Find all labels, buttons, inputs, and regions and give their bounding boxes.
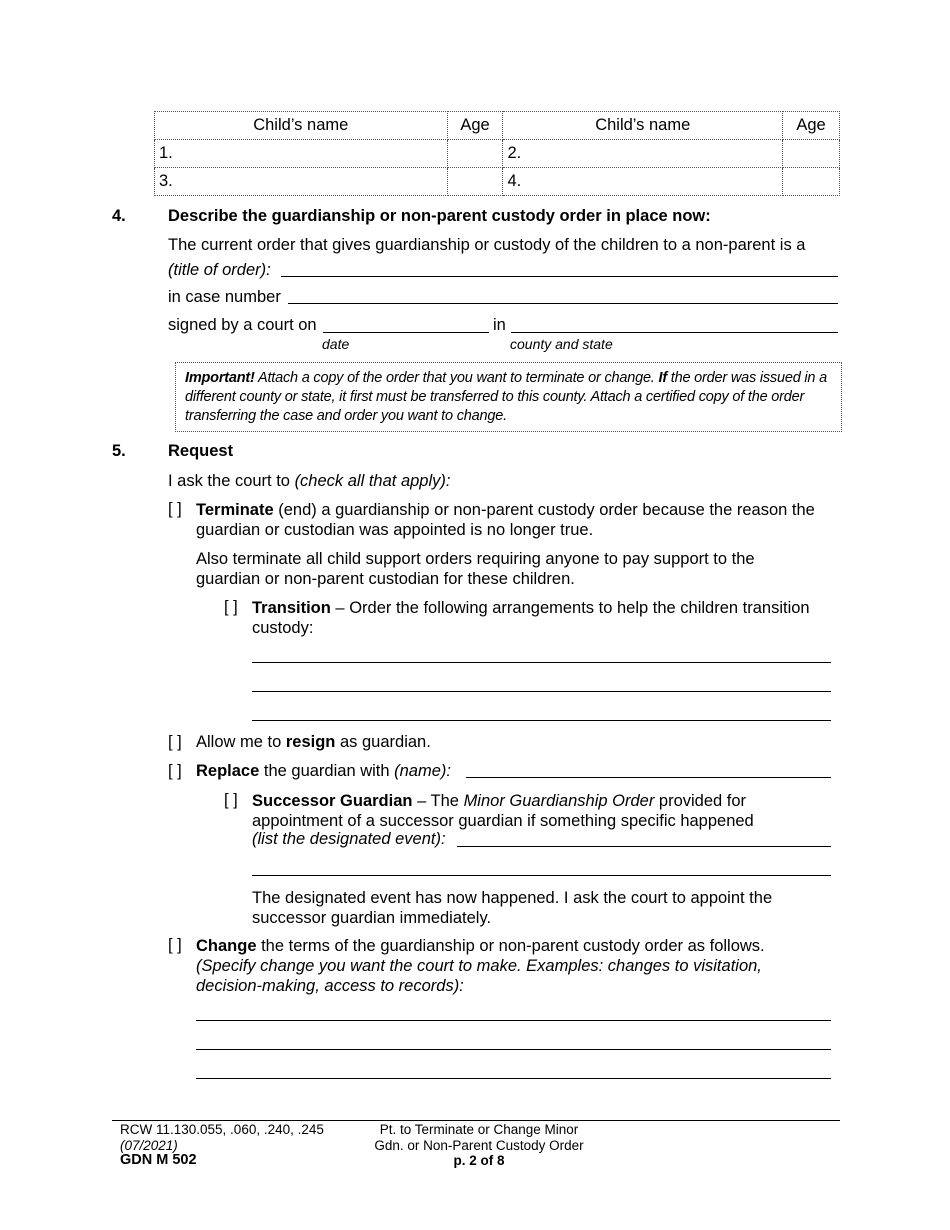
transition-line[interactable] — [252, 691, 831, 692]
child-age-cell[interactable] — [447, 140, 503, 168]
case-number-label: in case number — [168, 288, 281, 306]
footer-left — [120, 1122, 324, 1169]
child-age-cell[interactable] — [447, 168, 503, 196]
children-table — [154, 111, 840, 196]
transition-line[interactable] — [252, 720, 831, 721]
change-label: Change — [196, 937, 257, 955]
footer-page-number: p. 2 of 8 — [453, 1153, 505, 1168]
replace-label: Replace — [196, 762, 260, 780]
signed-date-field[interactable] — [323, 332, 489, 333]
footer-title-1: Pt. to Terminate or Change Minor — [379, 1122, 579, 1137]
footer-form-id: GDN M 502 — [120, 1152, 197, 1168]
resign-option — [196, 733, 431, 752]
resign-label: resign — [285, 733, 336, 751]
in-label: in — [493, 316, 506, 334]
child-name-cell[interactable]: 4. — [503, 168, 783, 196]
resign-text: Allow me to — [196, 733, 286, 751]
county-state-field[interactable] — [511, 332, 838, 333]
section-5-intro — [168, 472, 450, 491]
table-header-row — [155, 112, 840, 140]
section-5-heading: Request — [168, 442, 234, 460]
section-4-intro: The current order that gives guardianship or custody of the children to a non-parent is a — [168, 236, 806, 254]
section-4-number: 4. — [112, 207, 126, 225]
child-age-cell[interactable] — [783, 140, 840, 168]
footer-rcw: RCW 11.130.055, .060, .240, .245 — [120, 1122, 324, 1137]
footer-rule — [112, 1120, 840, 1121]
child-name-cell[interactable]: 2. — [503, 140, 783, 168]
designated-event-text: The designated event has now happened. I ask the court to appoint the successor guardian immediately. — [252, 889, 773, 927]
county-state-caption: county and state — [510, 336, 613, 352]
important-if: If — [658, 370, 667, 386]
replace-text: the guardian with — [259, 762, 395, 780]
terminate-checkbox[interactable]: [ ] — [168, 500, 182, 518]
successor-italic: Minor Guardianship Order — [463, 792, 655, 810]
intro-italic: (check all that apply): — [294, 472, 451, 490]
transition-option — [252, 598, 842, 638]
column-header: Child’s name — [155, 112, 448, 140]
change-instructions: (Specify change you want the court to make. Examples: changes to visitation, decision-making, access to records): — [196, 957, 762, 995]
important-label: Important! — [185, 370, 255, 386]
successor-text: – The — [412, 792, 464, 810]
designated-event-line[interactable] — [252, 875, 831, 876]
replace-option — [196, 762, 451, 781]
change-line[interactable] — [196, 1020, 831, 1021]
transition-checkbox[interactable]: [ ] — [224, 598, 238, 616]
transition-text: – Order the following arrangements to help the children transition custody: — [252, 599, 810, 637]
column-header: Child’s name — [503, 112, 783, 140]
intro-text: I ask the court to — [168, 472, 295, 490]
important-notice-box — [175, 362, 842, 432]
transition-line[interactable] — [252, 662, 831, 663]
also-terminate-text: Also terminate all child support orders requiring anyone to pay support to the guardian or non-parent custodian for these children. — [196, 550, 755, 588]
case-number-field[interactable] — [288, 303, 838, 304]
terminate-text: (end) a guardianship or non-parent custody order because the reason the guardian or custodian was appointed is no longer true. — [196, 501, 815, 539]
terminate-option — [196, 500, 846, 540]
change-line[interactable] — [196, 1078, 831, 1079]
replace-name-field[interactable] — [466, 777, 831, 778]
successor-text: provided for appointment of a successor guardian if something specific happened — [252, 792, 754, 830]
replace-checkbox[interactable]: [ ] — [168, 762, 182, 780]
section-4-heading: Describe the guardianship or non-parent custody order in place now: — [168, 207, 711, 225]
signed-by-court-label: signed by a court on — [168, 316, 317, 334]
designated-event-field[interactable] — [457, 846, 831, 847]
column-header: Age — [447, 112, 503, 140]
successor-option — [252, 791, 792, 831]
successor-label: Successor Guardian — [252, 792, 413, 810]
change-option — [196, 936, 836, 956]
section-5-number: 5. — [112, 442, 126, 460]
column-header: Age — [783, 112, 840, 140]
resign-checkbox[interactable]: [ ] — [168, 733, 182, 751]
footer-center — [355, 1122, 603, 1169]
footer-date: (07/2021) — [120, 1137, 178, 1153]
date-caption: date — [322, 336, 350, 352]
child-age-cell[interactable] — [783, 168, 840, 196]
replace-italic: (name): — [394, 762, 451, 780]
important-text: the order was issued in a different county or state, it first must be transferred to this county. Attach a certified copy of the order transferring the case and order you want to change. — [185, 370, 827, 424]
child-name-cell[interactable]: 1. — [155, 140, 448, 168]
change-text: the terms of the guardianship or non-parent custody order as follows. — [256, 937, 765, 955]
terminate-label: Terminate — [196, 501, 274, 519]
important-text: Attach a copy of the order that you want to terminate or change. — [254, 370, 659, 386]
change-line[interactable] — [196, 1049, 831, 1050]
designated-event-label: (list the designated event): — [252, 830, 446, 848]
change-checkbox[interactable]: [ ] — [168, 936, 182, 954]
resign-text: as guardian. — [335, 733, 431, 751]
table-row — [155, 168, 840, 196]
child-name-cell[interactable]: 3. — [155, 168, 448, 196]
footer-title-2: Gdn. or Non-Parent Custody Order — [374, 1137, 584, 1153]
transition-label: Transition — [252, 599, 331, 617]
successor-checkbox[interactable]: [ ] — [224, 791, 238, 809]
title-of-order-label: (title of order): — [168, 261, 271, 279]
title-of-order-field[interactable] — [281, 276, 838, 277]
table-row — [155, 140, 840, 168]
